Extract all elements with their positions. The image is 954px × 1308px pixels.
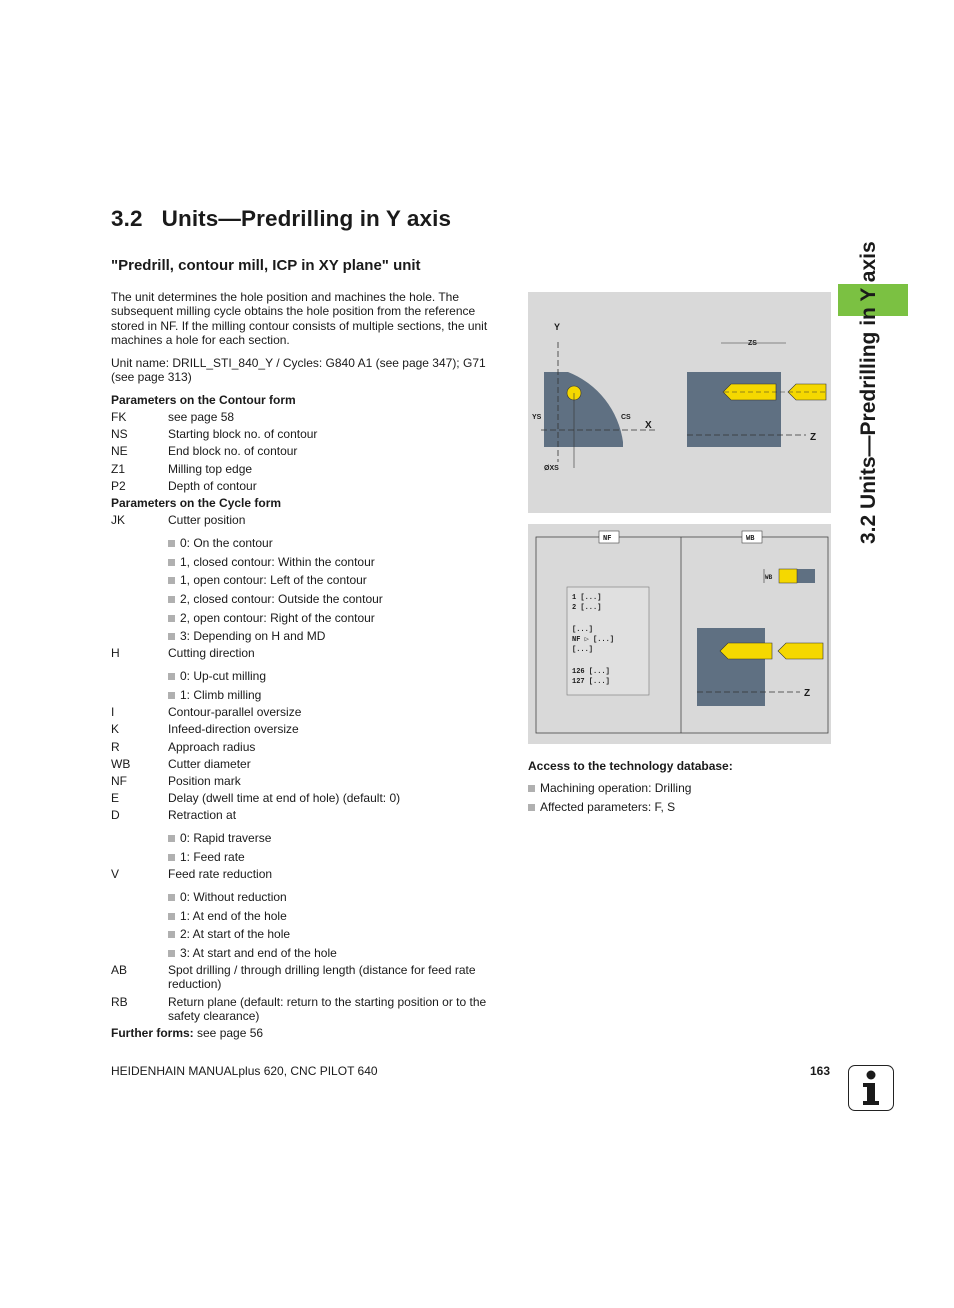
access-heading: Access to the technology database: xyxy=(528,759,733,773)
contour-form-heading: Parameters on the Contour form xyxy=(111,393,296,407)
option-item: 0: Without reduction xyxy=(168,890,287,904)
listing-line: [...] xyxy=(572,646,594,654)
listing-line: NF ▷ [...] xyxy=(572,636,615,644)
page-title: 3.2 Units—Predrilling in Y axis xyxy=(111,206,452,231)
part-block-2 xyxy=(697,628,765,706)
position-mark-svg xyxy=(528,524,831,744)
option-item: 2: At start of the hole xyxy=(168,927,290,941)
listing-line: 2 [...] xyxy=(572,604,602,612)
option-item: 0: Up-cut milling xyxy=(168,669,266,683)
page-number: 163 xyxy=(810,1064,831,1078)
label-ys: YS xyxy=(532,414,542,421)
side-chapter-title: 3.2 Units—Predrilling in Y axis xyxy=(857,241,880,544)
option-item: 1: Feed rate xyxy=(168,850,245,864)
option-item: 1: Climb milling xyxy=(168,688,261,702)
part-block xyxy=(687,372,781,447)
cycle-form-heading: Parameters on the Cycle form xyxy=(111,496,282,510)
access-item: Affected parameters: F, S xyxy=(528,800,675,814)
label-z-2: Z xyxy=(804,688,811,699)
listing-line: 1 [...] xyxy=(572,594,602,602)
unit-name-paragraph: Unit name: DRILL_STI_840_Y / Cycles: G840 A1 (see page 347); G71 (see page 313) xyxy=(111,356,486,385)
info-icon xyxy=(848,1065,894,1111)
listing-line: 126 [...] xyxy=(572,668,610,676)
label-nf: NF xyxy=(603,535,612,543)
label-wb: WB xyxy=(746,535,755,543)
option-item: 0: On the contour xyxy=(168,536,273,550)
figure-drilling-geometry xyxy=(528,292,831,513)
label-cs: CS xyxy=(621,414,631,421)
label-y: Y xyxy=(554,322,561,332)
option-item: 3: At start and end of the hole xyxy=(168,946,337,960)
label-zs: ZS xyxy=(748,340,757,347)
label-wb-dim: WB xyxy=(765,574,773,581)
option-item: 2, closed contour: Outside the contour xyxy=(168,592,383,606)
drill-icon-2 xyxy=(778,643,823,659)
option-item: 1, open contour: Left of the contour xyxy=(168,573,367,587)
further-forms: Further forms: see page 56 xyxy=(111,1026,264,1040)
label-xs: ØXS xyxy=(544,465,559,472)
label-x: X xyxy=(645,420,652,431)
option-item: 2, open contour: Right of the contour xyxy=(168,611,375,625)
option-item: 3: Depending on H and MD xyxy=(168,629,325,643)
drilled-hole-2 xyxy=(720,643,772,659)
listing-line: [...] xyxy=(572,626,594,634)
option-item: 0: Rapid traverse xyxy=(168,831,271,845)
option-item: 1: At end of the hole xyxy=(168,909,287,923)
figure-position-mark xyxy=(528,524,831,744)
listing-line: 127 [...] xyxy=(572,678,610,686)
option-item: 1, closed contour: Within the contour xyxy=(168,555,375,569)
intro-paragraph: The unit determines the hole position and machines the hole. The subsequent milling cycle obtains the hole position from the reference stored in NF. If the milling contour consists of multiple sections, the unit machines a hole for each section. xyxy=(111,290,488,347)
section-subtitle: "Predrill, contour mill, ICP in XY plane" unit xyxy=(111,257,421,274)
access-item: Machining operation: Drilling xyxy=(528,781,691,795)
footer-title: HEIDENHAIN MANUALplus 620, CNC PILOT 640 xyxy=(111,1064,378,1078)
cutter-tip xyxy=(779,569,797,583)
part-quarter-circle xyxy=(544,372,623,447)
drilling-geometry-svg xyxy=(528,292,831,513)
label-z: Z xyxy=(810,432,817,443)
